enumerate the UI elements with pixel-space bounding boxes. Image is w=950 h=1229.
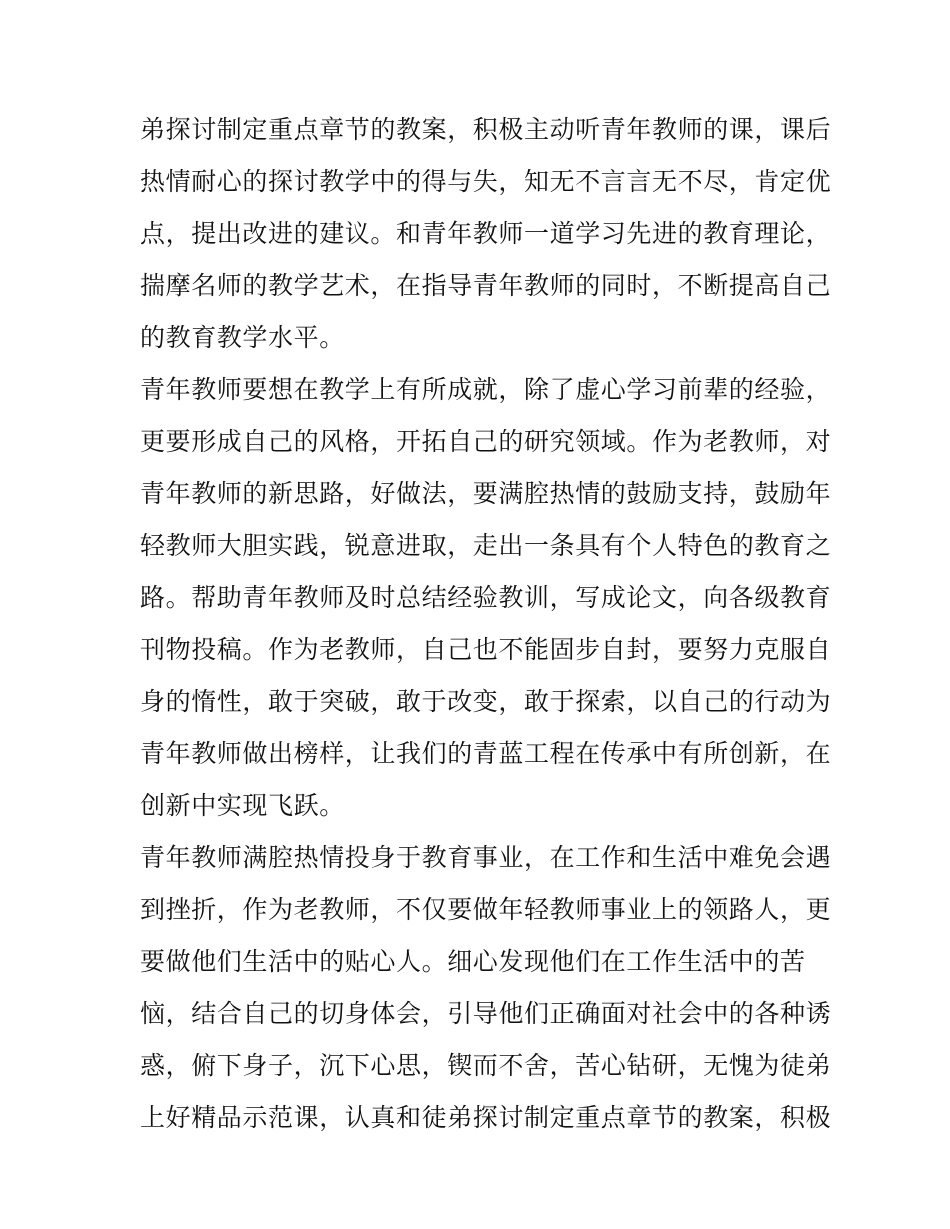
text-line: 惑，俯下身子，沉下心思，锲而不舍，苦心钻研，无愧为徒弟: [140, 1051, 832, 1080]
text-line: 要做他们生活中的贴心人。细心发现他们在工作生活中的苦: [140, 947, 806, 976]
text-line: 青年教师满腔热情投身于教育事业，在工作和生活中难免会遇: [140, 843, 832, 872]
text-line: 青年教师要想在教学上有所成就，除了虚心学习前辈的经验，: [140, 375, 832, 404]
text-line: 恼，结合自己的切身体会，引导他们正确面对社会中的各种诱: [140, 999, 832, 1028]
text-line: 热情耐心的探讨教学中的得与失，知无不言言无不尽，肯定优: [140, 167, 832, 196]
text-line: 弟探讨制定重点章节的教案，积极主动听青年教师的课，课后: [140, 115, 832, 144]
body-text: [140, 104, 832, 1144]
text-line: 刊物投稿。作为老教师，自己也不能固步自封，要努力克服自: [140, 635, 832, 664]
text-line: 点，提出改进的建议。和青年教师一道学习先进的教育理论，: [140, 219, 832, 248]
text-line: 轻教师大胆实践，锐意进取，走出一条具有个人特色的教育之: [140, 531, 832, 560]
text-line: 青年教师做出榜样，让我们的青蓝工程在传承中有所创新，在: [140, 739, 832, 768]
text-line: 青年教师的新思路，好做法，要满腔热情的鼓励支持，鼓励年: [140, 479, 832, 508]
text-line: 更要形成自己的风格，开拓自己的研究领域。作为老教师，对: [140, 427, 832, 456]
text-line: 上好精品示范课，认真和徒弟探讨制定重点章节的教案，积极: [140, 1103, 832, 1132]
text-line: 到挫折，作为老教师，不仅要做年轻教师事业上的领路人，更: [140, 895, 832, 924]
text-line: 身的惰性，敢于突破，敢于改变，敢于探索，以自己的行动为: [140, 687, 832, 716]
text-line: 路。帮助青年教师及时总结经验教训，写成论文，向各级教育: [140, 583, 832, 612]
text-line: 的教育教学水平。: [140, 323, 345, 352]
text-line: 创新中实现飞跃。: [140, 791, 345, 820]
text-line: 揣摩名师的教学艺术，在指导青年教师的同时，不断提高自己: [140, 271, 832, 300]
